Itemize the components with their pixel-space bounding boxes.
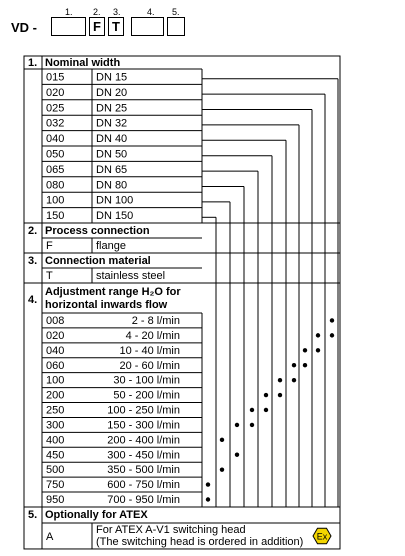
adjustment-range-value: 600 - 750 l/min [107,479,180,492]
adjustment-range-code: 250 [46,404,65,417]
adjustment-range-code: 020 [46,329,65,342]
adjustment-range-code: 750 [46,479,65,492]
adjustment-range-value: 100 - 250 l/min [107,404,180,417]
adjustment-range-code: 950 [46,494,65,507]
compatibility-dot [303,348,307,352]
nominal-width-code: 020 [46,86,65,99]
position-5-label: 5. [172,7,180,17]
adjustment-range-code: 400 [46,434,65,447]
compatibility-dot [316,333,320,337]
atex-description-line2: (The switching head is ordered in addition) [96,535,304,548]
nominal-width-value: DN 50 [96,148,128,161]
section-4-title-line1: Adjustment range H₂O for [45,286,181,298]
adjustment-range-code: 060 [46,359,65,372]
compatibility-dot [264,393,268,397]
process-connection-value: flange [96,240,126,252]
adjustment-range-value: 150 - 300 l/min [107,419,180,432]
nominal-width-value: DN 150 [96,210,134,223]
compatibility-dot [316,348,320,352]
section-3-title: Connection material [45,255,151,267]
compatibility-dot [235,423,239,427]
adjustment-range-value: 30 - 100 l/min [113,374,180,387]
compatibility-dot [206,482,210,486]
position-4-label: 4. [147,7,155,17]
atex-description-line1: For ATEX A-V1 switching head [96,523,246,536]
section-5-title: Optionally for ATEX [45,508,148,521]
position-3-label: 3. [113,7,121,17]
compatibility-dot [250,408,254,412]
adjustment-range-code: 200 [46,389,65,402]
section-4-title-line2: horizontal inwards flow [45,299,168,311]
nominal-width-code: 080 [46,179,65,192]
section-3-number: 3. [28,255,38,267]
compatibility-dot [292,363,296,367]
adjustment-range-code: 040 [46,344,65,357]
compatibility-dot [330,318,334,322]
adjustment-range-value: 300 - 450 l/min [107,449,180,462]
nominal-width-code: 150 [46,210,65,223]
section-4-number: 4. [28,294,38,306]
adjustment-range-code: 300 [46,419,65,432]
connection-material-code: T [46,270,53,282]
adjustment-range-value: 4 - 20 l/min [125,329,180,342]
adjustment-range-code: 100 [46,374,65,387]
section-2-title: Process connection [45,225,150,237]
order-code-prefix: VD - [11,20,37,35]
adjustment-range-value: 2 - 8 l/min [131,315,180,327]
nominal-width-value: DN 15 [96,71,128,84]
position-2-label: 2. [93,7,101,17]
atex-ex-label: Ex [316,531,328,542]
nominal-width-code: 065 [46,163,65,176]
nominal-width-value: DN 25 [96,102,128,115]
adjustment-range-value: 50 - 200 l/min [113,389,180,402]
position-2-box: F [89,17,105,36]
compatibility-dot [330,333,334,337]
section-2-number: 2. [28,225,38,237]
adjustment-range-code: 008 [46,315,65,327]
compatibility-dot [303,363,307,367]
adjustment-range-code: 450 [46,449,65,462]
nominal-width-code: 015 [46,71,65,84]
nominal-width-code: 032 [46,117,65,130]
compatibility-dot [206,497,210,501]
compatibility-dot [235,453,239,457]
nominal-width-code: 040 [46,133,65,146]
section-1-title: Nominal width [45,57,121,69]
compatibility-dot [220,438,224,442]
nominal-width-code: 025 [46,102,65,115]
atex-code: A [46,530,54,543]
compatibility-dot [278,378,282,382]
adjustment-range-code: 500 [46,464,65,477]
compatibility-dot [250,423,254,427]
adjustment-range-value: 200 - 400 l/min [107,434,180,447]
section-5-number: 5. [28,508,38,521]
compatibility-dot [292,378,296,382]
adjustment-range-value: 350 - 500 l/min [107,464,180,477]
process-connection-code: F [46,240,53,252]
position-3-box: T [108,17,124,36]
nominal-width-value: DN 80 [96,179,128,192]
compatibility-dot [278,393,282,397]
nominal-width-value: DN 65 [96,163,128,176]
nominal-width-value: DN 32 [96,117,128,130]
nominal-width-code: 050 [46,148,65,161]
nominal-width-value: DN 40 [96,133,128,146]
position-1-label: 1. [65,7,73,17]
adjustment-range-value: 700 - 950 l/min [107,494,180,507]
compatibility-dot [264,408,268,412]
adjustment-range-value: 20 - 60 l/min [119,359,180,372]
connection-material-value: stainless steel [96,270,166,282]
nominal-width-value: DN 100 [96,194,134,207]
compatibility-dot [220,467,224,471]
nominal-width-code: 100 [46,194,65,207]
nominal-width-value: DN 20 [96,86,128,99]
adjustment-range-value: 10 - 40 l/min [119,344,180,357]
section-1-number: 1. [28,57,38,69]
